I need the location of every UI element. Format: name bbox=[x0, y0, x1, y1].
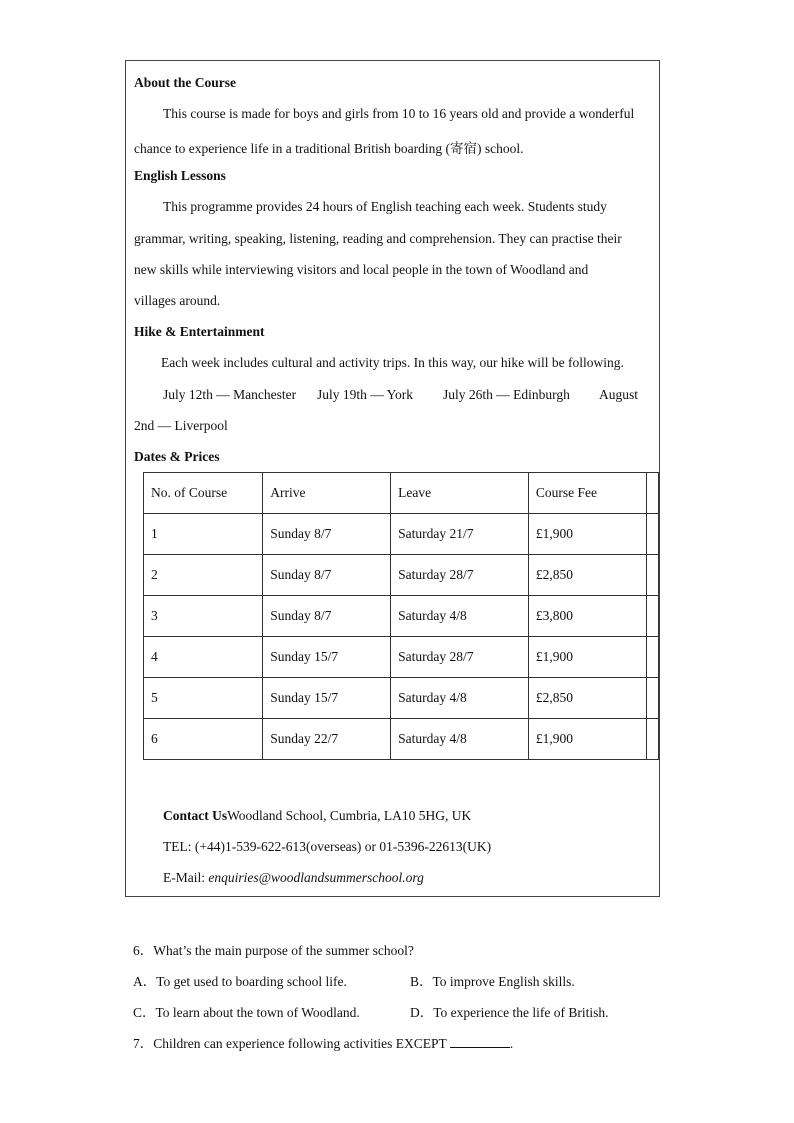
column-header: Arrive bbox=[263, 473, 391, 514]
english-heading: English Lessons bbox=[134, 168, 226, 183]
question-7 bbox=[133, 1032, 513, 1052]
table-cell: £1,900 bbox=[528, 637, 646, 678]
answer-blank bbox=[450, 1037, 510, 1048]
table-cell: Sunday 22/7 bbox=[263, 719, 391, 760]
table-cell: Sunday 15/7 bbox=[263, 637, 391, 678]
table-cell: Saturday 4/8 bbox=[391, 678, 529, 719]
question-6-option-b: B．To improve English skills. bbox=[410, 974, 575, 989]
table-cell: 6 bbox=[144, 719, 263, 760]
table-extra-cell bbox=[647, 637, 659, 678]
table-cell: Saturday 4/8 bbox=[391, 596, 529, 637]
table-cell: Sunday 15/7 bbox=[263, 678, 391, 719]
trip-york: July 19th — York bbox=[317, 387, 414, 402]
table-cell: 2 bbox=[144, 555, 263, 596]
table-cell: Saturday 21/7 bbox=[391, 514, 529, 555]
table-cell: Sunday 8/7 bbox=[263, 514, 391, 555]
question-6: 6．What’s the main purpose of the summer school? bbox=[133, 943, 414, 958]
table-header-row bbox=[144, 473, 659, 514]
table-row bbox=[144, 637, 659, 678]
table-cell: Sunday 8/7 bbox=[263, 555, 391, 596]
table-cell: Sunday 8/7 bbox=[263, 596, 391, 637]
table-row bbox=[144, 514, 659, 555]
about-line-1: This course is made for boys and girls from 10 to 16 years old and provide a wonderful bbox=[163, 106, 635, 121]
email-address: enquiries@woodlandsummerschool.org bbox=[208, 870, 424, 885]
about-heading: About the Course bbox=[134, 75, 237, 90]
table-extra-cell bbox=[647, 719, 659, 760]
trip-manchester: July 12th — Manchester bbox=[163, 387, 297, 402]
question-7-text: 7．Children can experience following activities EXCEPT bbox=[133, 1036, 447, 1051]
table-extra-cell bbox=[647, 596, 659, 637]
table-cell: 3 bbox=[144, 596, 263, 637]
english-line-1: This programme provides 24 hours of English teaching each week. Students study bbox=[163, 199, 607, 214]
table-cell: 5 bbox=[144, 678, 263, 719]
english-line-3: new skills while interviewing visitors and local people in the town of Woodland and bbox=[134, 262, 589, 277]
table-cell: 1 bbox=[144, 514, 263, 555]
table-extra-cell bbox=[647, 514, 659, 555]
question-6-option-c: C．To learn about the town of Woodland. bbox=[133, 1005, 360, 1020]
contact-tel: TEL: (+44)1-539-622-613(overseas) or 01-5396-22613(UK) bbox=[163, 839, 492, 854]
table-row bbox=[144, 719, 659, 760]
english-line-2: grammar, writing, speaking, listening, reading and comprehension. They can practise their bbox=[134, 231, 622, 246]
table-cell: £2,850 bbox=[528, 678, 646, 719]
table-row bbox=[144, 555, 659, 596]
table-cell: Saturday 28/7 bbox=[391, 555, 529, 596]
trip-liverpool: 2nd — Liverpool bbox=[134, 418, 228, 433]
table-extra-cell bbox=[647, 473, 659, 514]
table-extra-cell bbox=[647, 678, 659, 719]
dates-heading: Dates & Prices bbox=[134, 449, 220, 464]
table-cell: 4 bbox=[144, 637, 263, 678]
column-header: Leave bbox=[391, 473, 529, 514]
dates-prices-table bbox=[143, 472, 659, 760]
table-row bbox=[144, 596, 659, 637]
question-7-end: . bbox=[509, 1036, 514, 1051]
table-cell: Saturday 4/8 bbox=[391, 719, 529, 760]
table-cell: £1,900 bbox=[528, 514, 646, 555]
passage-box bbox=[125, 60, 660, 897]
hike-line-1: Each week includes cultural and activity trips. In this way, our hike will be following. bbox=[161, 355, 624, 370]
contact-label: Contact Us bbox=[163, 808, 228, 823]
table-cell: £1,900 bbox=[528, 719, 646, 760]
table-cell: £2,850 bbox=[528, 555, 646, 596]
contact-line bbox=[163, 808, 471, 824]
table-cell: £3,800 bbox=[528, 596, 646, 637]
table-extra-cell bbox=[647, 555, 659, 596]
email-label: E-Mail: bbox=[163, 870, 205, 885]
about-line-2: chance to experience life in a traditional British boarding (寄宿) school. bbox=[134, 141, 524, 156]
contact-address: Woodland School, Cumbria, LA10 5HG, UK bbox=[227, 808, 472, 823]
column-header: No. of Course bbox=[144, 473, 263, 514]
english-line-4: villages around. bbox=[134, 293, 221, 308]
column-header: Course Fee bbox=[528, 473, 646, 514]
table-cell: Saturday 28/7 bbox=[391, 637, 529, 678]
table-row bbox=[144, 678, 659, 719]
trip-edinburgh: July 26th — Edinburgh bbox=[443, 387, 570, 402]
trip-august: August bbox=[599, 387, 639, 402]
hike-heading: Hike & Entertainment bbox=[134, 324, 265, 339]
question-6-option-a: A．To get used to boarding school life. bbox=[133, 974, 347, 989]
question-6-option-d: D．To experience the life of British. bbox=[410, 1005, 609, 1020]
contact-email-line bbox=[163, 870, 424, 886]
